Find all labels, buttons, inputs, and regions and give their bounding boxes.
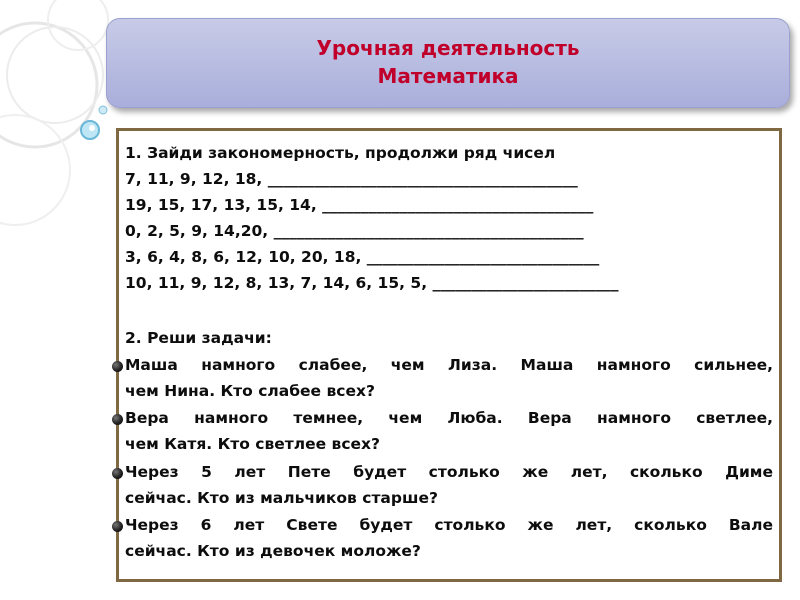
problem-line: сейчас. Кто из девочек моложе? (125, 542, 421, 560)
bullet-icon (112, 361, 123, 372)
problem-line: сейчас. Кто из мальчиков старше? (125, 489, 438, 507)
problem-line: Маша намного слабее, чем Лиза. Маша намного сильнее, (125, 356, 773, 374)
page-subtitle: Математика (377, 64, 519, 88)
bullet-icon (112, 468, 123, 479)
problem-line: чем Нина. Кто слабее всех? (125, 382, 375, 400)
sequence-row: 3, 6, 4, 8, 6, 12, 10, 20, 18, ______________________________ (125, 248, 600, 266)
task2-heading: 2. Реши задачи: (125, 329, 272, 347)
worksheet-panel (116, 128, 782, 582)
problem-line: чем Катя. Кто светлее всех? (125, 435, 381, 453)
sequence-row: 0, 2, 5, 9, 14,20, ________________________________________ (125, 222, 584, 240)
problem-line: Через 6 лет Свете будет столько же лет, сколько Вале (125, 516, 773, 534)
bullet-icon (112, 414, 123, 425)
problem-line: Вера намного темнее, чем Люба. Вера намного светлее, (125, 409, 773, 427)
sequence-row: 7, 11, 9, 12, 18, ________________________________________ (125, 170, 578, 188)
sequence-row: 10, 11, 9, 12, 8, 13, 7, 14, 6, 15, 5, ________________________ (125, 274, 619, 292)
title-banner (106, 18, 790, 108)
sequence-row: 19, 15, 17, 13, 15, 14, ___________________________________ (125, 196, 594, 214)
task1-heading: 1. Зайди закономерность, продолжи ряд чисел (125, 144, 556, 162)
page-title: Урочная деятельность (316, 36, 580, 60)
bullet-icon (112, 521, 123, 532)
problem-line: Через 5 лет Пете будет столько же лет, сколько Диме (125, 463, 773, 481)
